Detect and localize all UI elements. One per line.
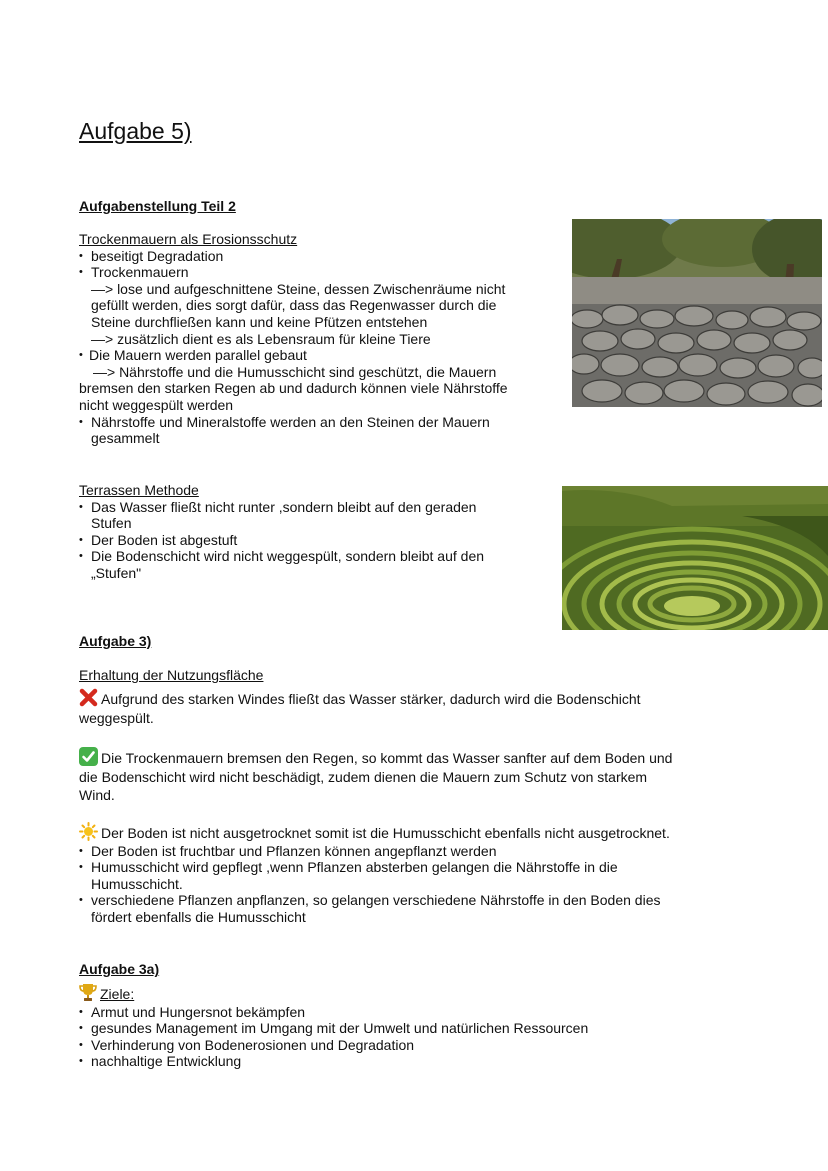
trophy-icon	[79, 983, 97, 1002]
text-line: Der Boden ist nicht ausgetrocknet somit ist die Humusschicht ebenfalls nicht ausgetrocknet.	[79, 822, 799, 843]
list-item: • Trockenmauern	[79, 264, 559, 281]
section-heading-aufgabe3a: Aufgabe 3a)	[79, 961, 160, 977]
terraces-photo	[562, 486, 828, 630]
text-line: Steine durchfließen kann und keine Pfützen entstehen	[91, 313, 428, 330]
terrassen-block	[79, 482, 549, 582]
sun-icon	[79, 822, 98, 841]
text-line: Die Trockenmauern bremsen den Regen, so kommt das Wasser sanfter auf dem Boden und	[79, 747, 779, 768]
section-heading-teil2: Aufgabenstellung Teil 2	[79, 198, 236, 214]
list-item: • Die Mauern werden parallel gebaut	[79, 347, 559, 364]
list-item: • Der Boden ist abgestuft	[79, 532, 549, 549]
list-item: • Das Wasser fließt nicht runter ,sondern bleibt auf den geraden	[79, 499, 549, 516]
text-line: bremsen den starken Regen ab und dadurch können viele Nährstoffe	[79, 380, 508, 397]
text-line: Wind.	[79, 787, 115, 803]
trockenmauern-subheading: Trockenmauern als Erosionsschutz	[79, 231, 298, 247]
text-line: nicht weggespült werden	[79, 396, 234, 413]
text-line: Stufen	[91, 515, 132, 532]
list-item: • nachhaltige Entwicklung	[79, 1053, 779, 1070]
dry-stone-wall-photo	[572, 219, 822, 407]
sun-paragraph	[79, 822, 799, 925]
trockenmauern-block	[79, 231, 559, 447]
check-mark-icon	[79, 747, 98, 766]
cross-mark-icon	[79, 688, 98, 707]
bad-paragraph	[79, 688, 779, 727]
list-item: • verschiedene Pflanzen anpflanzen, so gelangen verschiedene Nährstoffe in den Boden dies	[79, 892, 799, 909]
text-line: Humusschicht.	[91, 875, 183, 892]
good-paragraph	[79, 747, 779, 805]
section-heading-aufgabe3: Aufgabe 3)	[79, 633, 152, 649]
terrassen-subheading: Terrassen Methode	[79, 482, 199, 498]
text-line: —> lose und aufgeschnittene Steine, dessen Zwischenräume nicht	[91, 280, 506, 297]
page-title: Aufgabe 5)	[79, 118, 192, 144]
text-line: gesammelt	[91, 430, 160, 447]
text-line: „Stufen"	[91, 564, 142, 581]
ziele-heading: Ziele:	[79, 983, 779, 1004]
text-line: —> Nährstoffe und die Humusschicht sind geschützt, die Mauern	[93, 363, 497, 380]
list-item: • beseitigt Degradation	[79, 248, 559, 265]
list-item: • Die Bodenschicht wird nicht weggespült, sondern bleibt auf den	[79, 548, 549, 565]
list-item: • Nährstoffe und Mineralstoffe werden an den Steinen der Mauern	[79, 414, 559, 431]
text-line: —> zusätzlich dient es als Lebensraum für kleine Tiere	[91, 330, 431, 347]
text-line: fördert ebenfalls die Humusschicht	[91, 908, 306, 925]
text-line: weggespült.	[79, 709, 154, 726]
erhaltung-subheading: Erhaltung der Nutzungsfläche	[79, 667, 264, 683]
list-item: • Humusschicht wird gepflegt ,wenn Pflanzen absterben gelangen die Nährstoffe in die	[79, 859, 799, 876]
ziele-block	[79, 983, 779, 1070]
text-line: die Bodenschicht wird nicht beschädigt, zudem dienen die Mauern zum Schutz von starkem	[79, 768, 648, 785]
text-line: Aufgrund des starken Windes fließt das Wasser stärker, dadurch wird die Bodenschicht	[79, 688, 779, 709]
list-item: • Der Boden ist fruchtbar und Pflanzen können angepflanzt werden	[79, 843, 799, 860]
list-item: • gesundes Management im Umgang mit der Umwelt und natürlichen Ressourcen	[79, 1020, 779, 1037]
list-item: • Armut und Hungersnot bekämpfen	[79, 1004, 779, 1021]
text-line: gefüllt werden, dies sorgt dafür, dass das Regenwasser durch die	[91, 297, 497, 314]
list-item: • Verhinderung von Bodenerosionen und Degradation	[79, 1037, 779, 1054]
